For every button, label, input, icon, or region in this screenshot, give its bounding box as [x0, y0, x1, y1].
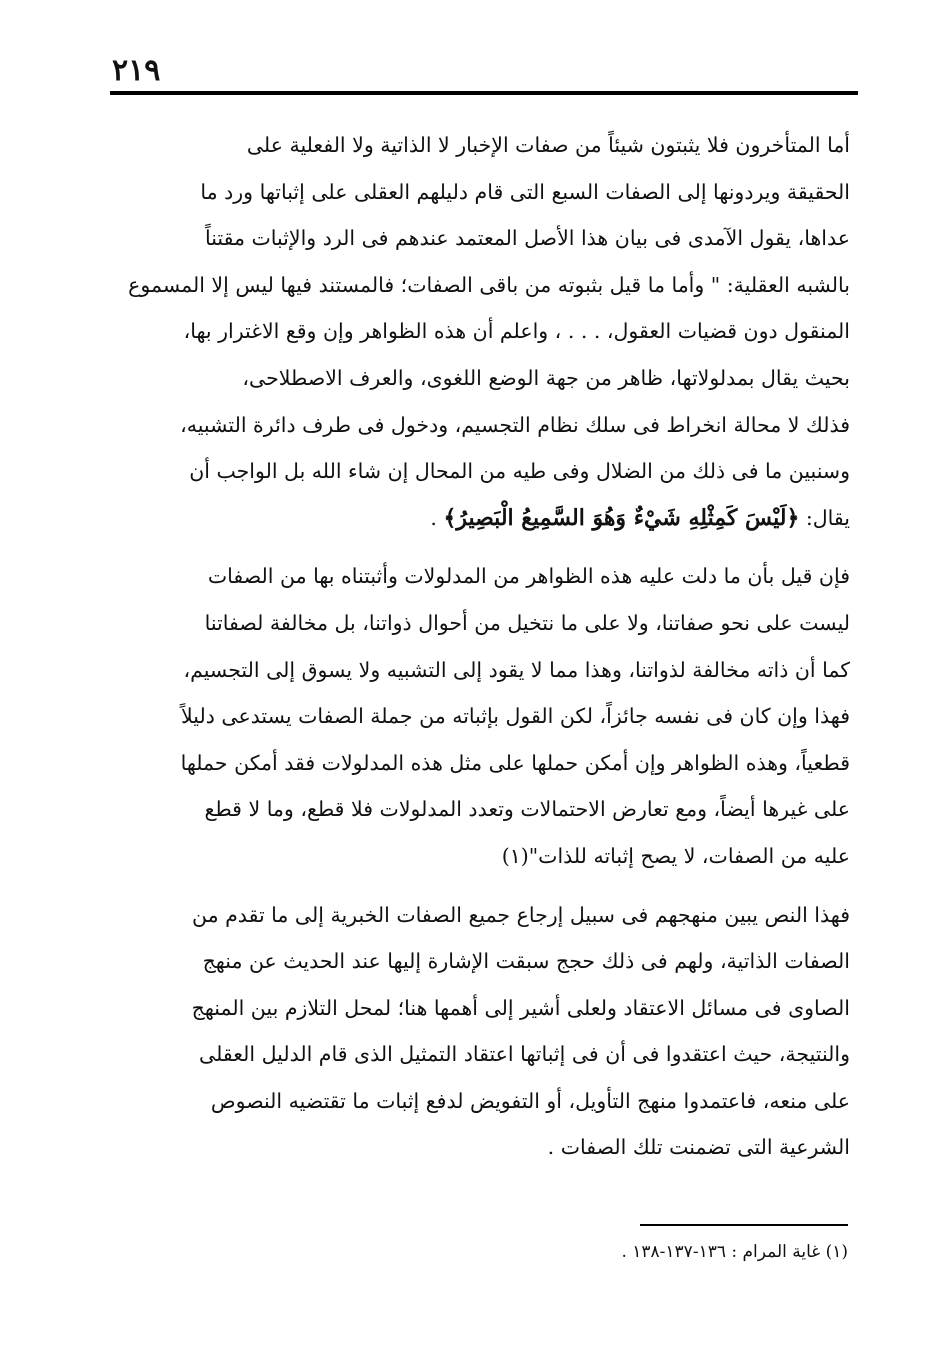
text-line: وسنبين ما فى ذلك من الضلال وفى طيه من المحال إن شاء الله بل الواجب أن [189, 459, 850, 484]
text-line: والنتيجة، حيث اعتقدوا فى أن فى إثباتها اعتقاد التمثيل الذى قام الدليل العقلى [199, 1042, 850, 1067]
text-line: بحيث يقال بمدلولاتها، ظاهر من جهة الوضع اللغوى، والعرف الاصطلاحى، [242, 365, 850, 390]
text-line: الصفات الذاتية، ولهم فى ذلك حجج سبقت الإشارة إليها عند الحديث عن منهج [202, 949, 850, 974]
text-line: الصاوى فى مسائل الاعتقاد ولعلى أشير إلى أهمها هنا؛ لمحل التلازم بين المنهج [191, 995, 850, 1020]
verse-end: . [430, 505, 437, 530]
main-text [110, 122, 850, 1171]
verse-intro: يقال: [805, 505, 850, 530]
paragraph-2 [110, 553, 850, 879]
header-rule [110, 91, 858, 95]
text-line: على غيرها أيضاً، ومع تعارض الاحتمالات وتعدد المدلولات فلا قطع، وما لا قطع [204, 797, 850, 822]
text-line: على منعه، فاعتمدوا منهج التأويل، أو التفويض لدفع إثبات ما تقتضيه النصوص [210, 1088, 850, 1113]
paragraph-1 [110, 122, 850, 541]
text-line: فهذا وإن كان فى نفسه جائزاً، لكن القول بإثباته من جملة الصفات يستدعى دليلاً [181, 704, 850, 729]
text-line: بالشبه العقلية: " وأما ما قيل بثبوته من باقى الصفات؛ فالمستند فيها ليس إلا المسموع [128, 272, 850, 297]
text-line: فذلك لا محالة انخراط فى سلك نظام التجسيم، ودخول فى طرف دائرة التشبيه، [180, 412, 850, 437]
text-line: كما أن ذاته مخالفة لذواتنا، وهذا مما لا يقود إلى التشبيه ولا يسوق إلى التجسيم، [183, 657, 850, 682]
text-line: المنقول دون قضيات العقول، . . . ، واعلم أن هذه الظواهر وإن وقع الاغترار بها، [183, 319, 850, 344]
footnote: (١) غاية المرام : ١٣٦-١٣٧-١٣٨ . [621, 1242, 848, 1262]
text-line: الحقيقة ويردونها إلى الصفات السبع التى قام دليلهم العقلى على إثباتها ورد ما [200, 179, 850, 204]
text-line: عداها، يقول الآمدى فى بيان هذا الأصل المعتمد عندهم فى الرد والإثبات مقتناً [204, 226, 850, 251]
text-line: قطعياً، وهذه الظواهر وإن أمكن حملها على مثل هذه المدلولات فقد أمكن حملها [180, 750, 850, 775]
verse-line [110, 495, 850, 542]
page-number: ٢١٩ [112, 53, 161, 88]
quran-verse: ﴿لَيْسَ كَمِثْلِهِ شَيْءٌ وَهُوَ السَّمِيعُ الْبَصِيرُ﴾ [443, 504, 800, 531]
paragraph-3 [110, 892, 850, 1172]
text-line: ليست على نحو صفاتنا، ولا على ما نتخيل من أحوال ذواتنا، بل مخالفة لصفاتنا [204, 610, 850, 635]
text-line: عليه من الصفات، لا يصح إثباته للذات"(١) [501, 843, 850, 868]
text-line: الشرعية التى تضمنت تلك الصفات . [547, 1135, 850, 1160]
text-line: فهذا النص يبين منهجهم فى سبيل إرجاع جميع الصفات الخبرية إلى ما تقدم من [192, 902, 850, 927]
footnote-rule [640, 1224, 848, 1226]
text-line: أما المتأخرون فلا يثبتون شيئاً من صفات الإخبار لا الذاتية ولا الفعلية على [246, 133, 850, 157]
text-line: فإن قيل بأن ما دلت عليه هذه الظواهر من المدلولات وأثبتناه بها من الصفات [207, 564, 850, 589]
